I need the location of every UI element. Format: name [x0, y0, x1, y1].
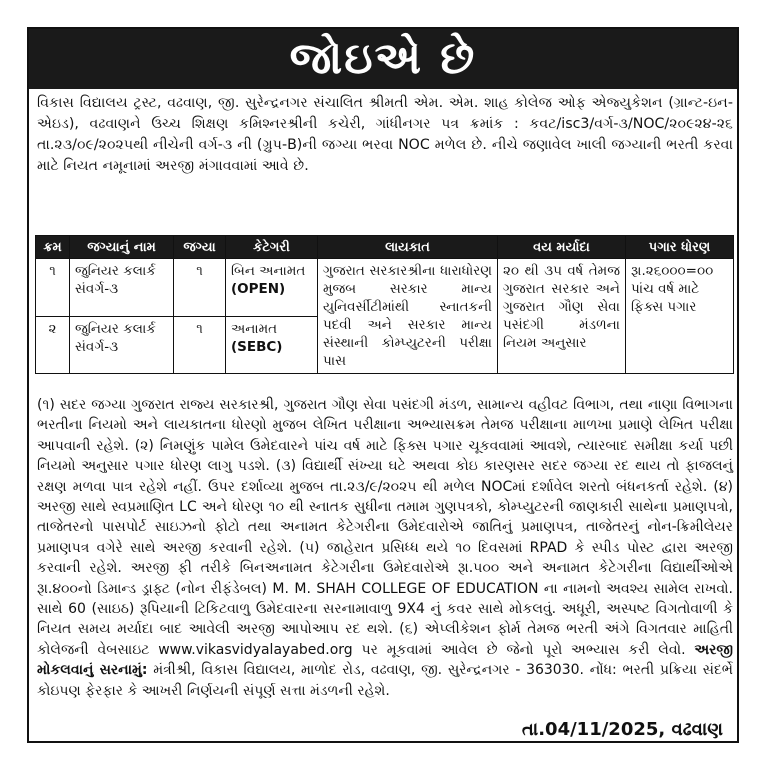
header-category: કેટેગરી [226, 236, 318, 259]
category-name: બિન અનામત [231, 263, 306, 279]
address-label: અરજી મોકલવાનું સરનામું: [37, 641, 733, 679]
address-text: મંત્રીશ્રી, વિકાસ વિદ્યાલય, માળોદ રોડ, વઢવાણ, જી. સુરેન્દ્રનગર - 363030. નોંધ: ભરતી પ્રક્રિયા સંદર્ભે કોઇપણ ફેરફાર કે આખરી નિર્ણયની સંપૂર્ણ સત્તા મંડળની રહેશે. [37, 662, 733, 699]
terms-text: (૧) સદર જગ્યા ગુજરાત રાજ્ય સરકારશ્રી, ગુજરાત ગૌણ સેવા પસંદગી મંડળ, સામાન્ય વહીવટ વિભાગ, તથા નાણા વિભાગના ભરતીના નિયમો અને લાયકાતના ધોરણો મુજબ લેખિત પરીક્ષાના અભ્યાસક્રમ તેમજ પરીક્ષાના માળખા પ્રમાણે લેખિત પરીક્ષા આપવાની રહેશે. (૨) નિમણુંક પામેલ ઉમેદવારને પાંચ વર્ષ માટે ફિક્સ પગાર ચૂકવવામાં આવશે, ત્યારબાદ સમીક્ષા કર્યા પછી નિયમો અનુસાર પગાર ધોરણ લાગુ પડશે. (૩) વિદ્યાર્થી સંખ્યા ઘટે અથવા કોઇ કારણસર સદર જગ્યા રદ થાય તો ફાજલનું રક્ષણ મળવા પાત્ર રહેશે નહીં. ઉપર દર્શાવ્યા મુજબ તા.૨૩/૯/૨૦૨૫ થી મળેલ NOCમાં દર્શાવેલ શરતો બંધનકર્તા રહેશે. (૪) અરજી સાથે સ્વપ્રમાણિત LC અને ધોરણ ૧૦ થી સ્નાતક સુધીના તમામ ગુણપત્રકો, કોમ્પ્યુટરની જાણકારી સાથેના પ્રમાણપત્રો, તાજેતરનો પાસપોર્ટ સાઇઝનો ફોટો તથા અનામત કેટેગરીના ઉમેદવારોએ જાતિનું પ્રમાણપત્ર, તાજેતરનું નોન-ક્રિમીલેયર પ્રમાણપત્ર વગેરે સાથે અરજી કરવાની રહેશે. (૫) જાહેરાત પ્રસિધ્ધ થયે ૧૦ દિવસમાં RPAD કે સ્પીડ પોસ્ટ દ્વારા અરજી કરવાની રહેશે. અરજી ફી તરીકે બિનઅનામત કેટેગરીના ઉમેદવારોએ રૂા.૫૦૦ અને અનામત કેટેગરીના વિદ્યાર્થીઓએ રૂા.૪૦૦નો ડિમાન્ડ ડ્રાફ્ટ (નોન રીફંડેબલ) M. M. SHAH COLLEGE OF EDUCATION ના નામનો અવશ્ય સામેલ રાખવો. સાથે 60 (સાઇઠ) રૂપિયાની ટિકિટવાળુ ઉમેદવારના સરનામાવાળુ 9X4 નું કવર સાથે મોકલવું. અધૂરી, અસ્પષ્ટ વિગતોવાળી કે નિયત સમય મર્યાદા બાદ આવેલી અરજી આપોઆપ રદ થશે. (૬) એપ્લીકેશન ફોર્મ તેમજ ભરતી અંગે વિગતવાર માહિતી કોલેજની વેબસાઇટ www.vikasvidyalayabed.org પર મૂકવામાં આવેલ છે જેનો પૂરો અભ્યાસ કરી લેવો. [37, 397, 733, 658]
header-age-limit: વય મર્યાદા [498, 236, 626, 259]
intro-paragraph: વિકાસ વિદ્યાલય ટ્રસ્ટ, વઢવાણ, જી. સુરેન્દ્રનગર સંચાલિત શ્રીમતી એમ. એમ. શાહ કોલેજ ઓફ એજ્યુકેશન (ગ્રાન્ટ-ઇન-એઇડ), વઢવાણને ઉચ્ચ શિક્ષણ કમિશ્નરશ્રીની કચેરી, ગાંધીનગર પત્ર ક્રમાંક : કવટ/isc3/વર્ગ-૩/NOC/૨૦૯૨૪-૨૬ તા.૨૩/૦૯/૨૦૨૫થી નીચેની વર્ગ-૩ ની (ગ્રુપ-B)ની જગ્યા ભરવા NOC મળેલ છે. નીચે જણાવેલ ખાલી જગ્યાની ભરતી કરવા માટે નિયત નમૂનામાં અરજી મંગાવવામાં આવે છે. [37, 95, 733, 174]
vacancy-table [35, 235, 734, 374]
category-name: અનામત [231, 320, 278, 337]
row-category [226, 259, 318, 317]
header-pay-scale: પગાર ધોરણ [626, 236, 734, 259]
age-limit-cell: ૨૦ થી ૩૫ વર્ષ તેમજ ગુજરાત સરકાર અને ગુજરાત ગૌણ સેવા પસંદગી મંડળના નિયમ અનુસાર [498, 259, 626, 374]
header-qualification: લાયકાત [318, 236, 498, 259]
header-post-name: જગ્યાનું નામ [70, 236, 174, 259]
row-posts-count: ૧ [174, 316, 226, 374]
terms-paragraph [37, 395, 733, 701]
qualification-cell: ગુજરાત સરકારશ્રીના ધારાધોરણ મુજબ સરકાર માન્ય યુનિવર્સીટીમાંથી સ્નાતકની પદવી અને સરકાર માન્ય સંસ્થાની કોમ્પ્યુટરની પરીક્ષા પાસ [318, 259, 498, 374]
row-posts-count: ૧ [174, 259, 226, 317]
table-row [36, 259, 734, 317]
row-post-name: જુનિયર કલાર્ક સંવર્ગ-૩ [70, 259, 174, 317]
advertisement-frame [27, 27, 739, 743]
row-post-name: જુનિયર કલાર્ક સંવર્ગ-૩ [70, 316, 174, 374]
category-code: (OPEN) [231, 281, 286, 297]
table-header-row [36, 236, 734, 259]
row-category [226, 316, 318, 374]
header-posts-count: જગ્યા [174, 236, 226, 259]
banner-title: જોઇએ છે [29, 29, 737, 89]
header-serial: ક્રમ [36, 236, 70, 259]
pay-scale-cell: રૂા.૨૬૦૦૦=૦૦ પાંચ વર્ષ માટે ફિક્સ પગાર [626, 259, 734, 374]
row-serial: ૧ [36, 259, 70, 317]
row-serial: ૨ [36, 316, 70, 374]
category-code: (SEBC) [231, 338, 283, 355]
date-and-place: તા.04/11/2025, વઢવાણ [521, 719, 723, 740]
